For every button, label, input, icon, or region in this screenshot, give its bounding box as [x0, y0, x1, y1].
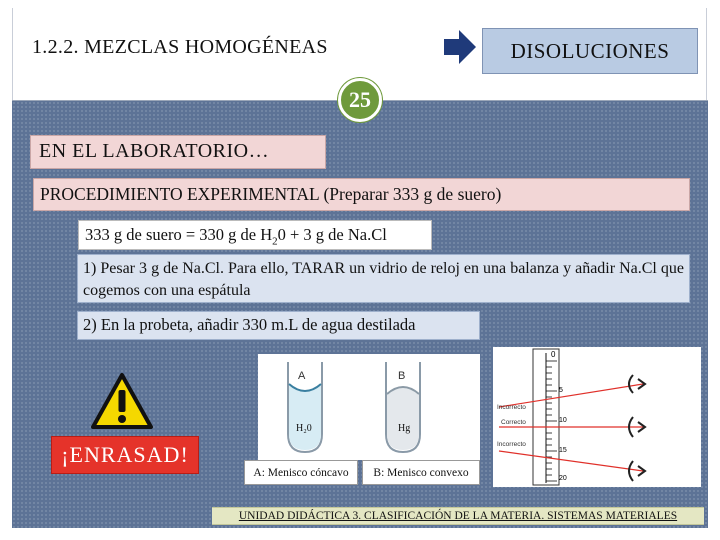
suero-equation-subscript: 2 [272, 235, 278, 248]
step-1-text: 1) Pesar 3 g de Na.Cl. Para ello, TARAR un vidrio de reloj en una balanza y añadir Na.Cl que cogemos con una espátula [77, 254, 690, 303]
procedure-heading: PROCEDIMIENTO EXPERIMENTAL (Preparar 333 g de suero) [33, 178, 690, 211]
header-left-rule [12, 8, 13, 100]
suero-equation [78, 220, 432, 250]
label-correct: Correcto [501, 419, 526, 426]
eye-icons [629, 375, 645, 481]
tube-b-letter: B [398, 370, 406, 382]
step-2-text: 2) En la probeta, añadir 330 m.L de agua destilada [77, 311, 480, 340]
graduated-scale [533, 349, 559, 485]
tube-b-liquid: Hg [398, 423, 411, 434]
slide-footer [212, 507, 704, 525]
scale-mark-15: 15 [559, 447, 567, 454]
scale-mark-20: 20 [559, 475, 567, 482]
right-arrow-icon [444, 30, 476, 64]
section-title: 1.2.2. MEZCLAS HOMOGÉNEAS [32, 36, 328, 58]
header-right-rule [706, 8, 707, 100]
label-incorrect-top: Incorrecto [497, 404, 526, 411]
caption-concave: A: Menisco cóncavo [244, 460, 358, 485]
suero-equation-suffix: 0 + 3 g de Na.Cl [277, 225, 387, 244]
warning-triangle-icon [90, 372, 154, 430]
scale-top: 0 [551, 350, 556, 359]
topic-badge: DISOLUCIONES [482, 28, 698, 74]
scale-mark-5: 5 [559, 387, 563, 394]
footer-text: UNIDAD DIDÁCTICA 3. CLASIFICACIÓN DE LA MATERIA. SISTEMAS MATERIALES [238, 510, 678, 522]
label-incorrect-bottom: Incorrecto [497, 441, 526, 448]
caption-convex: B: Menisco convexo [362, 460, 480, 485]
tube-a-liquid: H₂0 [296, 423, 312, 434]
tube-a-letter: A [298, 370, 306, 382]
meniscus-reading-figure [493, 347, 701, 487]
page-number-badge: 25 [338, 78, 382, 122]
enrasad-label: ¡ENRASAD! [51, 436, 199, 474]
suero-equation-prefix: 333 g de suero = 330 g de H [85, 225, 273, 244]
sight-lines [499, 384, 643, 471]
lab-heading: EN EL LABORATORIO… [30, 135, 326, 169]
meniscus-tubes-figure [258, 354, 480, 460]
scale-mark-10: 10 [559, 417, 567, 424]
